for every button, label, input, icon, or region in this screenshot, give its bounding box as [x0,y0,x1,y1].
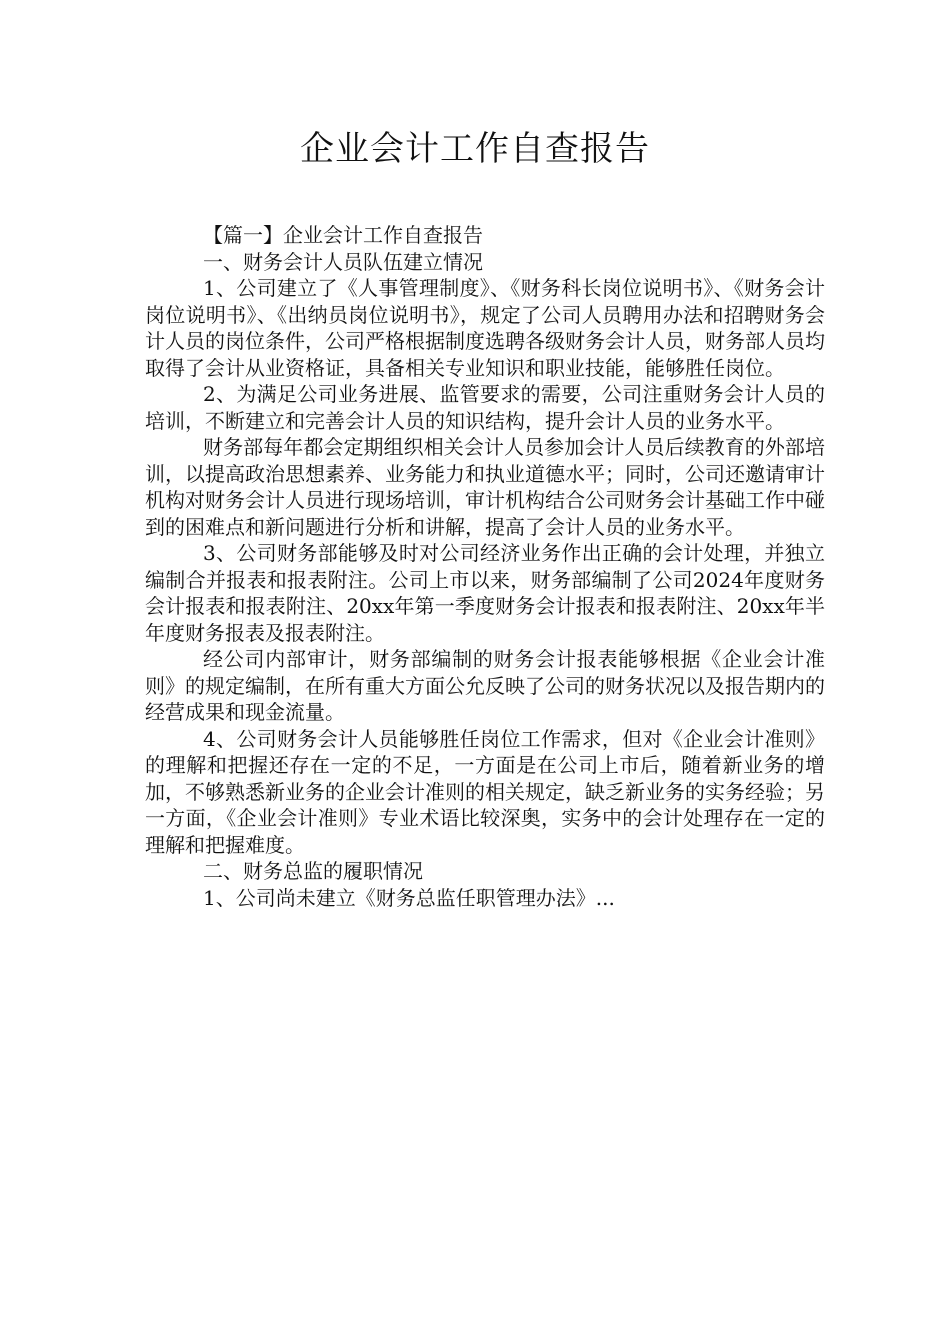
paragraph-1: 1、公司建立了《人事管理制度》、《财务科长岗位说明书》、《财务会计岗位说明书》、《出纳员岗位说明书》，规定了公司人员聘用办法和招聘财务会计人员的岗位条件，公司严格根据制度选聘各级财务会计人员，财务部人员均取得了会计从业资格证，具备相关专业知识和职业技能，能够胜任岗位。 [145,276,825,380]
document-body [145,222,825,911]
paragraph-5: 经公司内部审计，财务部编制的财务会计报表能够根据《企业会计准则》的规定编制，在所有重大方面公允反映了公司的财务状况以及报告期内的经营成果和现金流量。 [145,647,825,724]
paragraph-4: 3、公司财务部能够及时对公司经济业务作出正确的会计处理，并独立编制合并报表和报表附注。公司上市以来，财务部编制了公司2024年度财务会计报表和报表附注、20xx年第一季度财务会计报表和报表附注、20xx年半年度财务报表及报表附注。 [145,541,825,645]
paragraph-2: 2、为满足公司业务进展、监管要求的需要，公司注重财务会计人员的培训，不断建立和完善会计人员的知识结构，提升会计人员的业务水平。 [145,382,825,433]
document-title: 企业会计工作自查报告 [300,129,650,169]
paragraph-3: 财务部每年都会定期组织相关会计人员参加会计人员后续教育的外部培训，以提高政治思想素养、业务能力和执业道德水平；同时，公司还邀请审计机构对财务会计人员进行现场培训，审计机构结合公司财务会计基础工作中碰到的困难点和新问题进行分析和讲解，提高了会计人员的业务水平。 [145,435,825,539]
paragraph-7: 1、公司尚未建立《财务总监任职管理办法》... [203,885,615,910]
section-heading-1: 一、财务会计人员队伍建立情况 [203,249,483,274]
section-heading-2: 二、财务总监的履职情况 [203,859,423,883]
paragraph-6: 4、公司财务会计人员能够胜任岗位工作需求，但对《企业会计准则》的理解和把握还存在一定的不足，一方面是在公司上市后，随着新业务的增加，不够熟悉新业务的企业会计准则的相关规定，缺乏新业务的实务经验；另一方面，《企业会计准则》专业术语比较深奥，实务中的会计处理存在一定的理解和把握难度。 [145,726,825,857]
section-label: 【篇一】企业会计工作自查报告 [203,223,483,247]
